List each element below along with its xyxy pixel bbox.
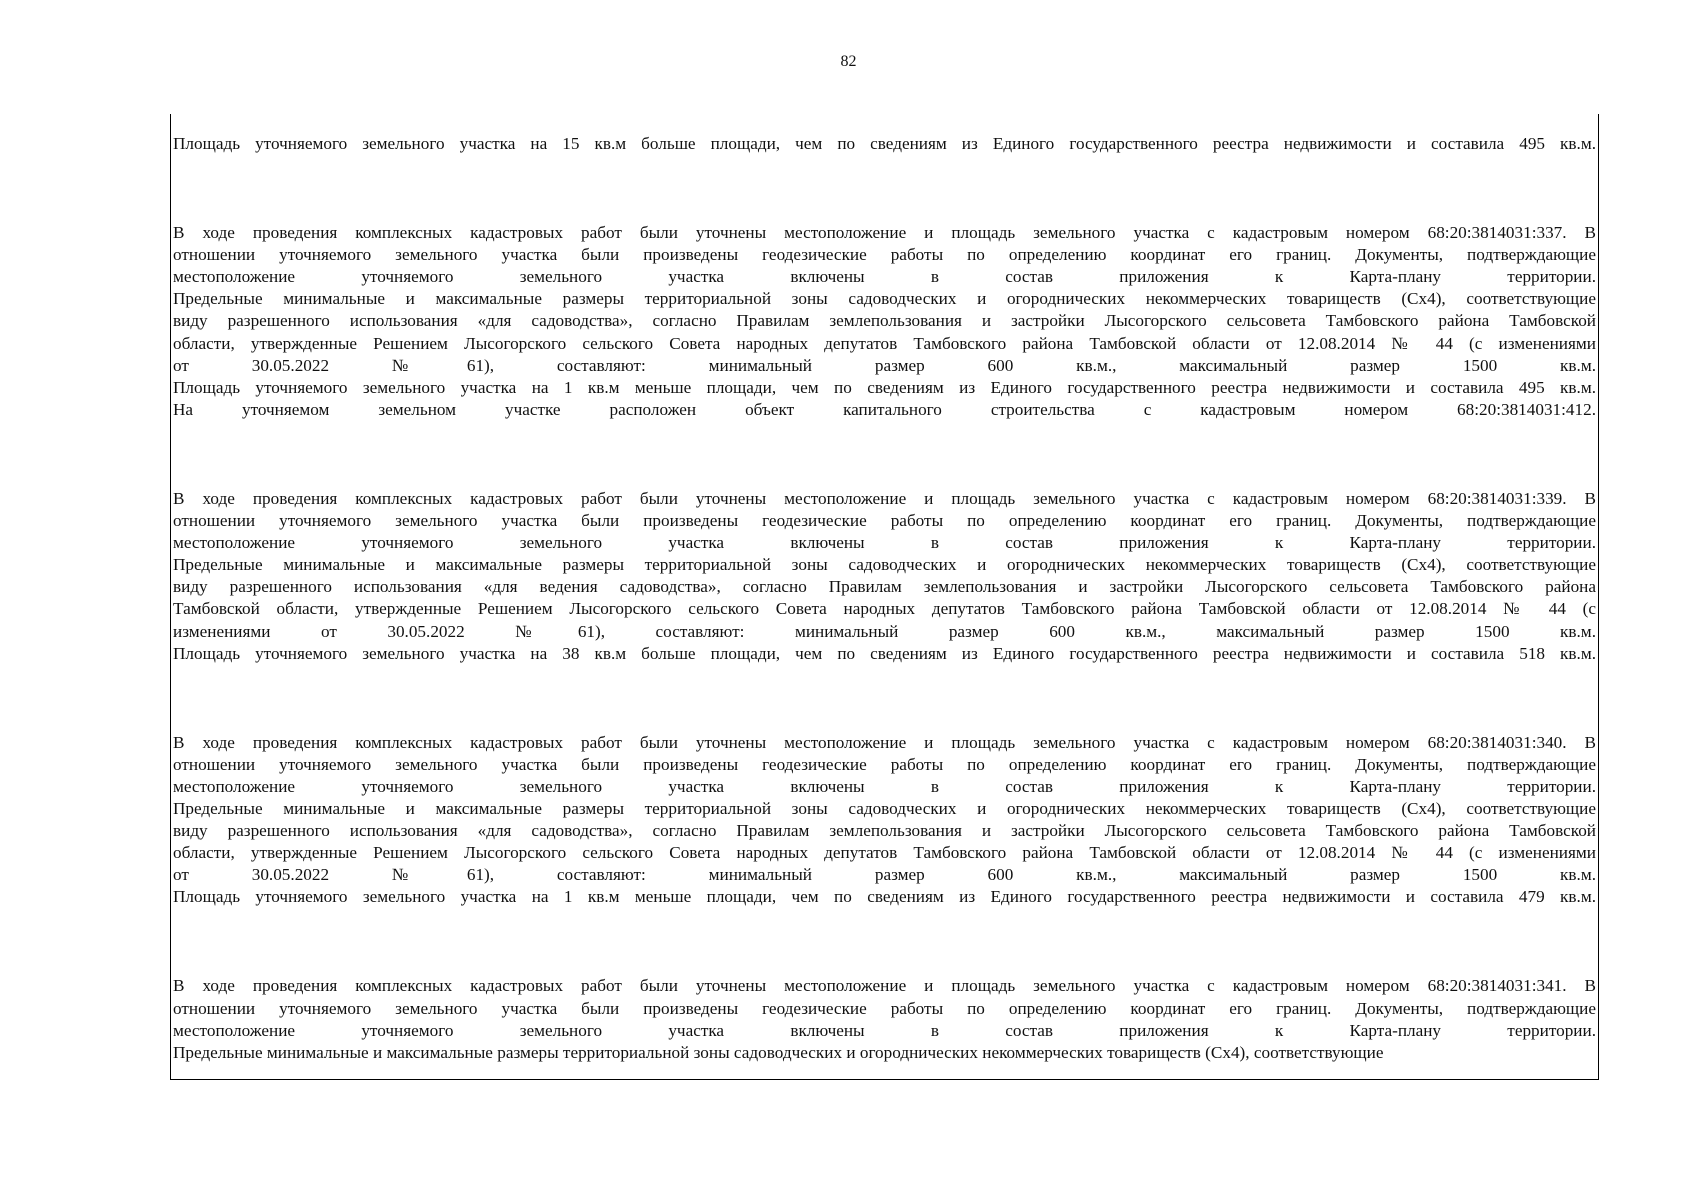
- text-line: местоположение уточняемого земельного участка включены в состав приложения к Карта-плану территории.: [173, 533, 1596, 553]
- text-line: Предельные минимальные и максимальные размеры территориальной зоны садоводческих и огороднических некоммерческих товариществ (Сх4), соответствующие: [173, 1042, 1384, 1062]
- parcel-paragraph: [173, 488, 1596, 665]
- text-line: В ходе проведения комплексных кадастровых работ были уточнены местоположение и площадь земельного участка с кадастровым номером 68:20:3814031:339. В: [173, 488, 1596, 508]
- text-line: области, утвержденные Решением Лысогорского сельского Совета народных депутатов Тамбовского района Тамбовской области от 12.08.2014 № 44 (с изменениями: [173, 843, 1596, 863]
- text-line: от 30.05.2022 №61), составляют: минимальный размер 600 кв.м., максимальный размер 1500 кв.м.: [173, 865, 1596, 885]
- parcel-paragraph: [173, 133, 1596, 155]
- text-line: Площадь уточняемого земельного участка на 1 кв.м меньше площади, чем по сведениям из Единого государственного реестра недвижимости и составила 495 кв.м.: [173, 377, 1596, 397]
- page-number: 82: [840, 53, 857, 70]
- text-line: В ходе проведения комплексных кадастровых работ были уточнены местоположение и площадь земельного участка с кадастровым номером 68:20:3814031:340. В: [173, 732, 1596, 752]
- text-line: области, утвержденные Решением Лысогорского сельского Совета народных депутатов Тамбовского района Тамбовской области от 12.08.2014 № 44 (с изменениями: [173, 333, 1596, 353]
- text-line: Предельные минимальные и максимальные размеры территориальной зоны садоводческих и огороднических некоммерческих товариществ (Сх4), соответствующие: [173, 798, 1596, 818]
- text-line: местоположение уточняемого земельного участка включены в состав приложения к Карта-плану территории.: [173, 1020, 1596, 1040]
- text-line: Площадь уточняемого земельного участка на 1 кв.м меньше площади, чем по сведениям из Единого государственного реестра недвижимости и составила 479 кв.м.: [173, 887, 1596, 907]
- parcel-paragraph: [173, 975, 1596, 1063]
- text-line: местоположение уточняемого земельного участка включены в состав приложения к Карта-плану территории.: [173, 267, 1596, 287]
- text-line: виду разрешенного использования «для садоводства», согласно Правилам землепользования и застройки Лысогорского сельсовета Тамбовского района Тамбовской: [173, 821, 1596, 841]
- text-line: от 30.05.2022 №61), составляют: минимальный размер 600 кв.м., максимальный размер 1500 кв.м.: [173, 355, 1596, 375]
- text-line: виду разрешенного использования «для садоводства», согласно Правилам землепользования и застройки Лысогорского сельсовета Тамбовского района Тамбовской: [173, 311, 1596, 331]
- text-line: отношении уточняемого земельного участка были произведены геодезические работы по определению координат его границ. Документы, подтверждающие: [173, 754, 1596, 774]
- text-line: Площадь уточняемого земельного участка на 15 кв.м больше площади, чем по сведениям из Единого государственного реестра недвижимости и составила 495 кв.м.: [173, 134, 1596, 153]
- text-line: Тамбовской области, утвержденные Решением Лысогорского сельского Совета народных депутатов Тамбовского района Тамбовской области от 12.08.2014 № 44 (с: [173, 599, 1596, 619]
- text-line: Площадь уточняемого земельного участка на 38 кв.м больше площади, чем по сведениям из Единого государственного реестра недвижимости и составила 518 кв.м.: [173, 643, 1596, 663]
- text-line: В ходе проведения комплексных кадастровых работ были уточнены местоположение и площадь земельного участка с кадастровым номером 68:20:3814031:337. В: [173, 223, 1596, 243]
- text-line: Предельные минимальные и максимальные размеры территориальной зоны садоводческих и огороднических некоммерческих товариществ (Сх4), соответствующие: [173, 555, 1596, 575]
- text-line: отношении уточняемого земельного участка были произведены геодезические работы по определению координат его границ. Документы, подтверждающие: [173, 245, 1596, 265]
- text-line: отношении уточняемого земельного участка были произведены геодезические работы по определению координат его границ. Документы, подтверждающие: [173, 511, 1596, 531]
- text-line: В ходе проведения комплексных кадастровых работ были уточнены местоположение и площадь земельного участка с кадастровым номером 68:20:3814031:341. В: [173, 976, 1596, 996]
- parcel-paragraph: [173, 222, 1596, 421]
- document-body: [173, 133, 1596, 1131]
- text-line: местоположение уточняемого земельного участка включены в состав приложения к Карта-плану территории.: [173, 776, 1596, 796]
- text-line: виду разрешенного использования «для ведения садоводства», согласно Правилам землепользования и застройки Лысогорского сельсовета Тамбовского района: [173, 577, 1596, 597]
- text-line: изменениями от 30.05.2022 №61), составляют: минимальный размер 600 кв.м., максимальный размер 1500 кв.м.: [173, 621, 1596, 641]
- text-line: Предельные минимальные и максимальные размеры территориальной зоны садоводческих и огороднических некоммерческих товариществ (Сх4), соответствующие: [173, 289, 1596, 309]
- text-line: На уточняемом земельном участке расположен объект капитального строительства с кадастровым номером 68:20:3814031:412.: [173, 399, 1596, 419]
- text-line: отношении уточняемого земельного участка были произведены геодезические работы по определению координат его границ. Документы, подтверждающие: [173, 998, 1596, 1018]
- parcel-paragraph: [173, 732, 1596, 909]
